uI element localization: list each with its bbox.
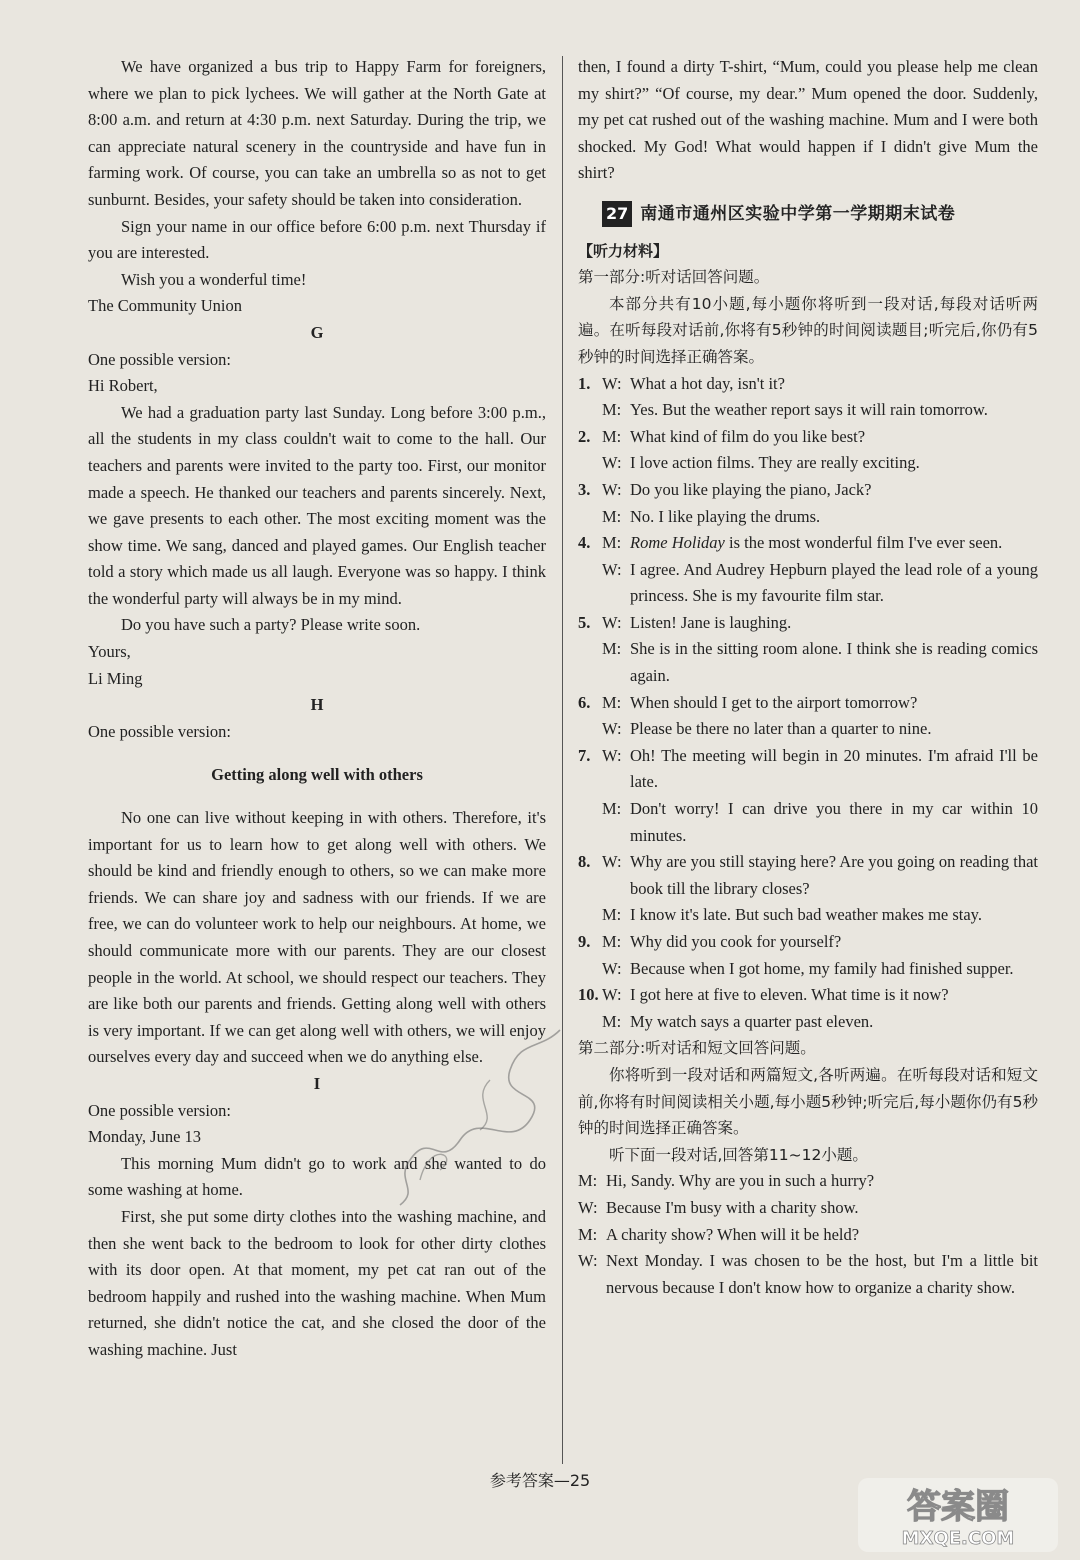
speaker: W: (578, 1251, 598, 1271)
dialogue-number (578, 636, 602, 689)
dialogue-text: Don't worry! I can drive you there in my car within 10 minutes. (630, 799, 1038, 845)
section-g-label: G (310, 322, 324, 342)
dialogue-text: Do you like playing the piano, Jack? (630, 479, 872, 499)
speaker: W: (602, 958, 622, 978)
speaker: W: (602, 479, 622, 499)
right-column (578, 54, 1038, 1301)
dialogue-line (578, 477, 1038, 504)
part2-heading: 第二部分:听对话和短文回答问题。 (578, 1039, 816, 1058)
g-yours: Yours, (88, 642, 131, 662)
pen-scribble (370, 1020, 580, 1210)
speaker: M: (602, 932, 622, 951)
dialogue-line (578, 982, 1038, 1009)
speaker: W: (578, 1197, 598, 1217)
dialogue-text (630, 530, 1038, 557)
dialogue-text: I agree. And Audrey Hepburn played the lead role of a young princess. She is my favourite film star. (630, 559, 1038, 606)
f-paragraph-3: Wish you a wonderful time! (121, 269, 307, 289)
speaker: W: (602, 745, 622, 765)
dialogue-number (578, 504, 602, 531)
h-body: No one can live without keeping in with others. Therefore, it's important for us to learn how to get along well with others. We should be kind and friendly enough to others, so we can make more friends. We can share joy and sadness with our friends. If we are free, we can do volunteer work to help our neighbours. At home, we should communicate more with our parents. They are our closest people in the world. At school, we should respect our teachers. They are like both our parents and friends. Getting along well with others is very important. If we can get along well with others, we will enjoy ourselves every day and succeed when we do anything else. (88, 808, 546, 1067)
speaker: M: (602, 506, 622, 526)
dialogue-text: Please be there no later than a quarter to nine. (630, 719, 932, 739)
watermark-bottom: MXQE.COM (901, 1528, 1015, 1549)
speaker: M: (602, 799, 622, 819)
dialogue-number (578, 956, 602, 983)
dialogue-text: Yes. But the weather report says it will rain tomorrow. (630, 400, 988, 420)
dialogue-number: 10. (578, 985, 599, 1005)
dialogue-line (578, 716, 1038, 743)
speaker: M: (602, 692, 622, 712)
speaker: W: (602, 453, 622, 473)
dialogue-number (578, 716, 602, 743)
speaker: M: (578, 1224, 598, 1244)
dialogue-text-rest: is the most wonderful film I've ever seen. (724, 533, 1003, 553)
dialogue-line (578, 530, 1038, 557)
dialogue-text: No. I like playing the drums. (630, 506, 821, 526)
dialogue-number (578, 397, 602, 424)
speaker: M: (602, 533, 622, 553)
dialogue-line (578, 450, 1038, 477)
dialogue-line (578, 371, 1038, 398)
dialogue-number: 9. (578, 932, 591, 951)
exam-number-badge: 27 (602, 201, 632, 227)
g-name: Li Ming (88, 668, 143, 688)
dialogue-line (578, 796, 1038, 849)
dialogue-text: She is in the sitting room alone. I think she is reading comics again. (630, 639, 1038, 686)
dialogue-text: My watch says a quarter past eleven. (630, 1011, 874, 1031)
part1-heading: 第一部分:听对话回答问题。 (578, 268, 770, 287)
speaker: W: (602, 852, 622, 872)
g-intro: One possible version: (88, 349, 231, 369)
speaker: W: (602, 985, 622, 1005)
dialogue-text: What kind of film do you like best? (630, 426, 866, 446)
speaker: M: (602, 905, 622, 925)
dialogue-line (578, 929, 1038, 956)
i-paragraph-1: This morning Mum didn't go to work and she wanted to do some washing at home. (88, 1153, 546, 1200)
speaker: W: (602, 612, 622, 632)
exam-title-bar (602, 201, 1038, 228)
section-i-label: I (313, 1073, 321, 1093)
dialogue-line (578, 849, 1038, 902)
column-divider (562, 56, 563, 1464)
dialogue-line (578, 1009, 1038, 1036)
conversation-line (578, 1195, 1038, 1222)
dialogue-line (578, 902, 1038, 929)
f-signature: The Community Union (88, 296, 242, 316)
dialogue-number (578, 796, 602, 849)
i-paragraph-2: First, she put some dirty clothes into the washing machine, and then she went back to the bedroom to look for other dirty clothes with its door open. At that moment, my pet cat ran out of the bedroom happily and rushed into the washing machine. When Mum returned, she didn't notice the cat, and she closed the door of the washing machine. Just (88, 1206, 546, 1359)
section-h-label: H (310, 695, 324, 715)
dialogue-text: I know it's late. But such bad weather makes me stay. (630, 905, 982, 925)
part1-instructions: 本部分共有10小题,每小题你将听到一段对话,每段对话听两遍。在听每段对话前,你将有5秒钟的时间阅读题目;听完后,你仍有5秒钟的时间选择正确答案。 (578, 294, 1038, 366)
conversation-line (578, 1222, 1038, 1249)
i-intro: One possible version: (88, 1100, 231, 1120)
dialogue-line (578, 743, 1038, 796)
dialogue-number (578, 1009, 602, 1036)
dialogue-number (578, 450, 602, 477)
page-footer: 参考答案—25 (489, 1471, 591, 1490)
dialogue-number: 6. (578, 692, 591, 712)
listening-tag: 【听力材料】 (578, 241, 669, 260)
h-title: Getting along well with others (211, 764, 423, 784)
dialogue-line (578, 690, 1038, 717)
dialogue-line (578, 956, 1038, 983)
g-close: Do you have such a party? Please write soon. (121, 615, 421, 635)
g-salutation: Hi Robert, (88, 376, 158, 396)
i-continuation: then, I found a dirty T-shirt, “Mum, could you please help me clean my shirt?” “Of course, my dear.” Mum opened the door. Suddenly, my pet cat rushed out of the washing machine. Mum and I were both shocked. My God! What would happen if I didn't give Mum the shirt? (578, 57, 1038, 183)
h-intro: One possible version: (88, 721, 231, 741)
speaker: W: (602, 559, 622, 579)
part2-instructions: 你将听到一段对话和两篇短文,各听两遍。在听每段对话和短文前,你将有时间阅读相关小题,每小题5秒钟;听完后,每小题你仍有5秒钟的时间选择正确答案。 (578, 1065, 1038, 1138)
dialogue-number: 8. (578, 852, 591, 872)
dialogue-number: 7. (578, 745, 591, 765)
conversation-text: A charity show? When will it be held? (606, 1224, 860, 1244)
dialogue-line (578, 557, 1038, 610)
watermark-logo (858, 1478, 1058, 1552)
speaker: W: (602, 373, 622, 393)
dialogue-line (578, 636, 1038, 689)
conversation (578, 1168, 1038, 1301)
dialogue-text: Listen! Jane is laughing. (630, 612, 792, 632)
i-date: Monday, June 13 (88, 1127, 202, 1147)
speaker: M: (602, 1011, 622, 1031)
dialogue-text: Because when I got home, my family had finished supper. (630, 958, 1014, 978)
dialogue-number: 1. (578, 373, 591, 393)
speaker: M: (578, 1171, 598, 1191)
exam-title: 南通市通州区实验中学第一学期期末试卷 (640, 203, 956, 224)
dialogue-list (578, 371, 1038, 1036)
g-body: We had a graduation party last Sunday. Long before 3:00 p.m., all the students in my class couldn't wait to come to the hall. Our teachers and parents were invited to the party too. First, our monitor made a speech. He thanked our teachers and parents sincerely. Next, we gave presents to each other. The most exciting moment was the show time. We sang, danced and played games. Our English teacher told a story which made us all laugh. Everyone was so happy. I think the wonderful party will always be in my mind. (88, 402, 546, 608)
dialogue-text: Why are you still staying here? Are you going on reading that book till the library closes? (630, 852, 1038, 898)
f-paragraph-2: Sign your name in our office before 6:00 p.m. next Thursday if you are interested. (88, 216, 546, 263)
conversation-line (578, 1248, 1038, 1301)
dialogue-text: When should I get to the airport tomorrow? (630, 692, 918, 712)
speaker: M: (602, 426, 622, 446)
dialogue-number: 3. (578, 479, 591, 499)
film-title: Rome Holiday (630, 533, 725, 553)
f-paragraph-1: We have organized a bus trip to Happy Farm for foreigners, where we plan to pick lychees. We will gather at the North Gate at 8:00 a.m. and return at 4:30 p.m. next Saturday. During the trip, we can appreciate natural scenery in the countryside and have fun in farming work. Of course, you can take an umbrella so as not to get sunburnt. Besides, your safety should be taken into consideration. (88, 57, 546, 209)
dialogue-number (578, 902, 602, 929)
dialogue-text: I love action films. They are really exciting. (630, 453, 920, 473)
conversation-text: Because I'm busy with a charity show. (606, 1197, 859, 1217)
dialogue-number (578, 557, 602, 610)
dialogue-number: 5. (578, 612, 591, 632)
dialogue-line (578, 610, 1038, 637)
dialogue-text: I got here at five to eleven. What time is it now? (630, 985, 949, 1005)
speaker: M: (602, 639, 622, 659)
dialogue-text: Oh! The meeting will begin in 20 minutes. I'm afraid I'll be late. (630, 745, 1038, 792)
part2-lead: 听下面一段对话,回答第11~12小题。 (609, 1145, 868, 1164)
conversation-text: Hi, Sandy. Why are you in such a hurry? (606, 1171, 875, 1191)
dialogue-number: 2. (578, 426, 591, 446)
speaker: M: (602, 400, 622, 420)
dialogue-text: What a hot day, isn't it? (630, 373, 785, 393)
watermark-top: 答案圈 (907, 1487, 1009, 1527)
dialogue-line (578, 424, 1038, 451)
dialogue-text: Why did you cook for yourself? (630, 932, 842, 951)
dialogue-number: 4. (578, 533, 591, 553)
dialogue-line (578, 397, 1038, 424)
conversation-line (578, 1168, 1038, 1195)
dialogue-line (578, 504, 1038, 531)
speaker: W: (602, 719, 622, 739)
conversation-text: Next Monday. I was chosen to be the host, but I'm a little bit nervous because I don't know how to organize a charity show. (606, 1251, 1038, 1297)
